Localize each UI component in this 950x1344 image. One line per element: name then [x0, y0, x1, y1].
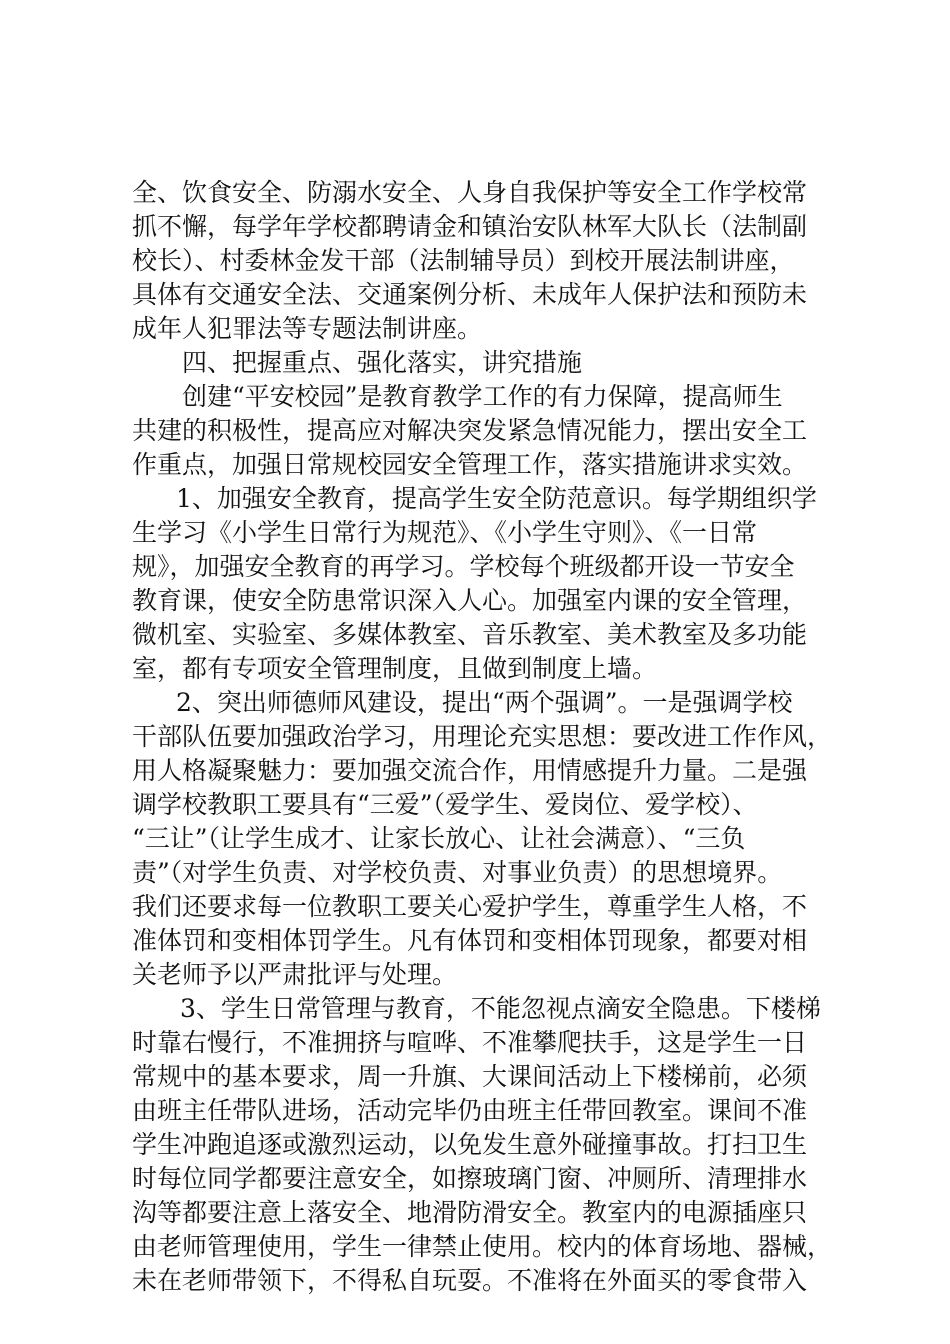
- paragraph-start: 2、突出师德师风建设，提出“两个强调”。一是强调学校: [176, 688, 793, 717]
- text-line: 具体有交通安全法、交通案例分析、未成年人保护法和预防未: [132, 280, 808, 309]
- section-heading: 四、把握重点、强化落实，讲究措施: [182, 348, 583, 377]
- document-body: [132, 176, 832, 1298]
- text-line: 由班主任带队进场，活动完毕仍由班主任带回教室。课间不准: [132, 1096, 808, 1125]
- text-line: 准体罚和变相体罚学生。凡有体罚和变相体罚现象，都要对相: [132, 926, 808, 955]
- text-line: 共建的积极性，提高应对解决突发紧急情况能力，摆出安全工: [132, 416, 808, 445]
- text-line: 全、饮食安全、防溺水安全、人身自我保护等安全工作学校常: [132, 178, 808, 207]
- text-line: 责”（对学生负责、对学校负责、对事业负责）的思想境界。: [132, 858, 783, 887]
- text-line: 抓不懈，每学年学校都聘请金和镇治安队林军大队长（法制副: [132, 212, 808, 241]
- text-line: 调学校教职工要具有“三爱”（爱学生、爱岗位、爱学校）、: [132, 790, 758, 819]
- text-line: 学生冲跑追逐或激烈运动，以免发生意外碰撞事故。打扫卫生: [132, 1130, 808, 1159]
- text-line: 用人格凝聚魅力：要加强交流合作，用情感提升力量。二是强: [132, 756, 808, 785]
- text-line: 作重点，加强日常规校园安全管理工作，落实措施讲求实效。: [132, 450, 808, 479]
- paragraph-start: 3、学生日常管理与教育，不能忽视点滴安全隐患。下楼梯: [180, 994, 821, 1023]
- text-line: 微机室、实验室、多媒体教室、音乐教室、美术教室及多功能: [132, 620, 808, 649]
- paragraph-start: 1、加强安全教育，提高学生安全防范意识。每学期组织学: [176, 484, 817, 513]
- text-line: 我们还要求每一位教职工要关心爱护学生，尊重学生人格，不: [132, 892, 808, 921]
- text-line: 生学习《小学生日常行为规范》、《小学生守则》、《一日常: [132, 518, 758, 547]
- text-line: 常规中的基本要求，周一升旗、大课间活动上下楼梯前，必须: [132, 1062, 808, 1091]
- text-line: 关老师予以严肃批评与处理。: [132, 960, 458, 989]
- text-line: 室，都有专项安全管理制度，且做到制度上墙。: [132, 654, 658, 683]
- text-line: 成年人犯罪法等专题法制讲座。: [132, 314, 483, 343]
- text-line: 时靠右慢行，不准拥挤与喧哗、不准攀爬扶手，这是学生一日: [132, 1028, 808, 1057]
- text-line: 校长）、村委林金发干部（法制辅导员）到校开展法制讲座，: [132, 246, 795, 275]
- text-line: 时每位同学都要注意安全，如擦玻璃门窗、冲厕所、清理排水: [132, 1164, 808, 1193]
- text-line: “三让”（让学生成才、让家长放心、让社会满意）、“三负: [132, 824, 746, 853]
- text-line: 沟等都要注意上落安全、地滑防滑安全。教室内的电源插座只: [132, 1198, 808, 1227]
- paragraph-start: 创建“平安校园”是教育教学工作的有力保障，提高师生: [182, 382, 783, 411]
- text-line: 干部队伍要加强政治学习，用理论充实思想：要改进工作作风，: [132, 722, 832, 751]
- text-line: 由老师管理使用，学生一律禁止使用。校内的体育场地、器械，: [132, 1232, 832, 1261]
- text-line: 教育课，使安全防患常识深入人心。加强室内课的安全管理，: [132, 586, 808, 615]
- text-line: 规》，加强安全教育的再学习。学校每个班级都开设一节安全: [132, 552, 795, 581]
- text-line: 未在老师带领下，不得私自玩耍。不准将在外面买的零食带入: [132, 1266, 808, 1295]
